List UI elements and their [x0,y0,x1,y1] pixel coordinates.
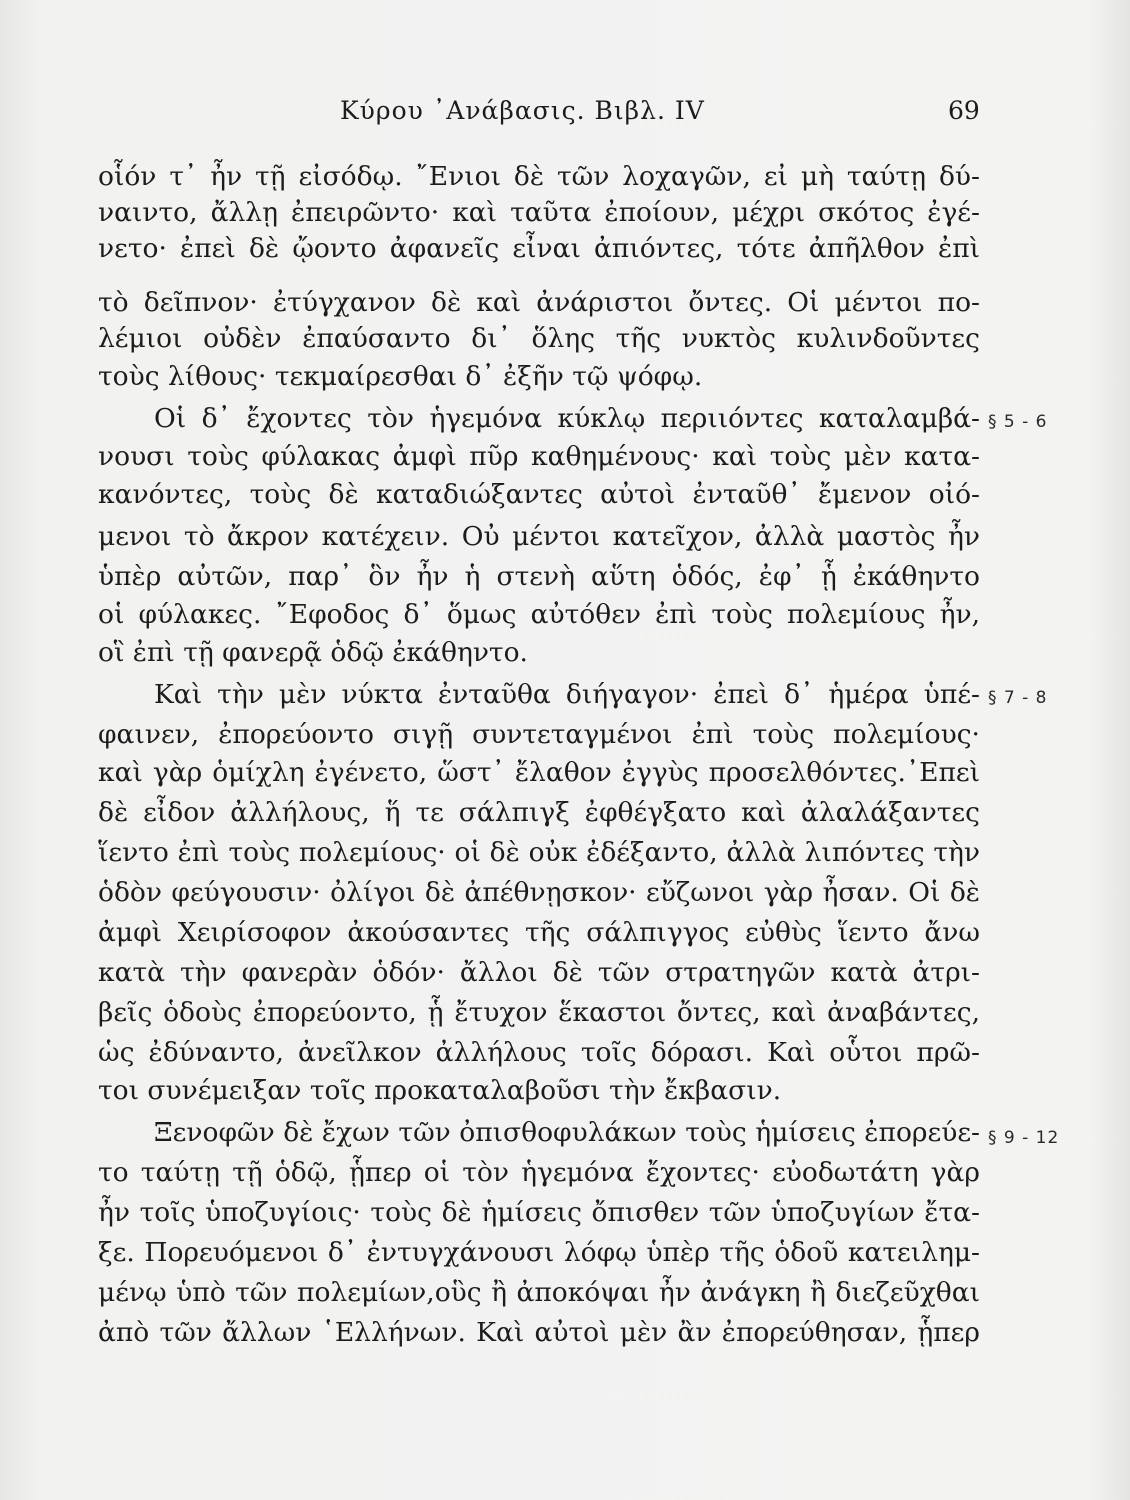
page-number: 69 [948,96,980,125]
text-line: ὁδὸν φεύγουσιν· ὀλίγοι δὲ ἀπέθνῃσκον· εὔζωνοι γὰρ ἦσαν. Οἱ δὲ [98,877,980,908]
text-line: οἷόν τ᾽ ἦν τῇ εἰσόδῳ. ῎Ενιοι δὲ τῶν λοχαγῶν, εἰ μὴ ταύτῃ δύ- [98,161,980,192]
text-line: ἵεντο ἐπὶ τοὺς πολεμίους· οἱ δὲ οὐκ ἐδέξαντο, ἀλλὰ λιπόντες τὴν [98,837,980,868]
text-line: κατὰ τὴν φανερὰν ὁδόν· ἄλλοι δὲ τῶν στρατηγῶν κατὰ ἀτρι- [98,957,980,988]
text-line: βεῖς ὁδοὺς ἐπορεύοντο, ᾗ ἔτυχον ἕκαστοι ὄντες, καὶ ἀναβάντες, [98,997,980,1028]
text-line: ἀμφὶ Χειρίσοφον ἀκούσαντες τῆς σάλπιγγος εὐθὺς ἵεντο ἄνω [98,917,980,948]
text-line: ἀπὸ τῶν ἄλλων ῾Ελλήνων. Καὶ αὐτοὶ μὲν ἂν ἐπορεύθησαν, ᾗπερ [98,1317,980,1348]
text-line: μενοι τὸ ἄκρον κατέχειν. Οὐ μέντοι κατεῖχον, ἀλλὰ μαστὸς ἦν [98,521,980,552]
text-line: ἦν τοῖς ὑποζυγίοις· τοὺς δὲ ἡμίσεις ὄπισθεν τῶν ὑποζυγίων ἔτα- [98,1197,980,1228]
text-line: νουσι τοὺς φύλακας ἀμφὶ πῦρ καθημένους· καὶ τοὺς μὲν κατα- [98,441,980,472]
text-line: φαινεν, ἐπορεύοντο σιγῇ συντεταγμένοι ἐπὶ τοὺς πολεμίους· [98,719,980,750]
running-head: Κύρου ᾽Ανάβασις. Βιβλ. IV [340,96,705,125]
text-line: οἳ ἐπὶ τῇ φανερᾷ ὁδῷ ἐκάθηντο. [98,637,528,668]
section-marker: § 9 - 12 [988,1128,1060,1148]
text-line: ὡς ἐδύναντο, ἀνεῖλκον ἀλλήλους τοῖς δόρασι. Καὶ οὗτοι πρῶ- [98,1037,980,1068]
text-line: μένῳ ὑπὸ τῶν πολεμίων,οὓς ἢ ἀποκόψαι ἦν ἀνάγκη ἢ διεζεῦχθαι [98,1277,980,1308]
text-line: Οἱ δ᾽ ἔχοντες τὸν ἡγεμόνα κύκλῳ περιιόντες καταλαμβά- [154,403,980,434]
text-line: ναιντο, ἄλλῃ ἐπειρῶντο· καὶ ταῦτα ἐποίουν, μέχρι σκότος ἐγέ- [98,197,980,228]
text-line: καὶ γὰρ ὁμίχλη ἐγένετο, ὥστ᾽ ἔλαθον ἐγγὺς προσελθόντες.᾽Επεὶ [98,757,980,788]
text-line: νετο· ἐπεὶ δὲ ᾤοντο ἀφανεῖς εἶναι ἀπιόντες, τότε ἀπῆλθον ἐπὶ [98,233,980,264]
text-line: οἱ φύλακες. ῎Εφοδος δ᾽ ὅμως αὐτόθεν ἐπὶ τοὺς πολεμίους ἦν, [98,599,980,630]
text-line: τοι συνέμειξαν τοῖς προκαταλαβοῦσι τὴν ἔκβασιν. [98,1075,782,1106]
text-line: το ταύτῃ τῇ ὁδῷ, ᾗπερ οἱ τὸν ἡγεμόνα ἔχοντες· εὐοδωτάτη γὰρ [98,1157,980,1188]
text-line: ξε. Πορευόμενοι δ᾽ ἐντυγχάνουσι λόφῳ ὑπὲρ τῆς ὁδοῦ κατειλημ- [98,1237,980,1268]
section-marker: § 5 - 6 [988,412,1048,432]
text-line: λέμιοι οὐδὲν ἐπαύσαντο δι᾽ ὅλης τῆς νυκτὸς κυλινδοῦντες [98,323,980,354]
text-line: τοὺς λίθους· τεκμαίρεσθαι δ᾽ ἐξῆν τῷ ψόφῳ. [98,361,703,392]
text-line: Καὶ τὴν μὲν νύκτα ἐνταῦθα διήγαγον· ἐπεὶ δ᾽ ἡμέρα ὑπέ- [154,679,980,710]
text-line: Ξενοφῶν δὲ ἔχων τῶν ὀπισθοφυλάκων τοὺς ἡμίσεις ἐπορεύε- [154,1117,980,1148]
text-line: κανόντες, τοὺς δὲ καταδιώξαντες αὐτοὶ ἐνταῦθ᾽ ἔμενον οἰό- [98,479,980,510]
section-marker: § 7 - 8 [988,688,1048,708]
text-line: τὸ δεῖπνον· ἐτύγχανον δὲ καὶ ἀνάριστοι ὄντες. Οἱ μέντοι πο- [98,287,980,318]
text-line: δὲ εἶδον ἀλλήλους, ἥ τε σάλπιγξ ἐφθέγξατο καὶ ἀλαλάξαντες [98,797,980,828]
text-line: ὑπὲρ αὐτῶν, παρ᾽ ὃν ἦν ἡ στενὴ αὕτη ὁδός, ἐφ᾽ ᾗ ἐκάθηντο [98,561,980,592]
